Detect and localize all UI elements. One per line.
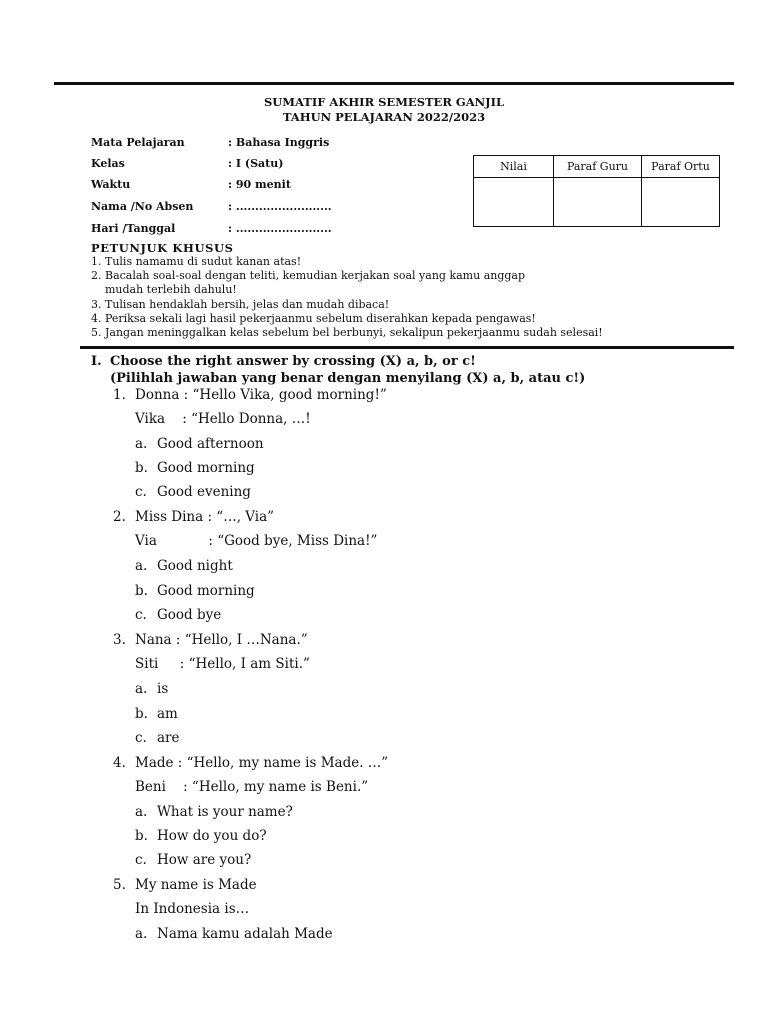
answer-option[interactable] [135, 926, 333, 942]
question-number: 3. [113, 632, 126, 648]
instruction-item: mudah terlebih dahulu! [91, 283, 237, 296]
info-label-subject: Mata Pelajaran [91, 136, 185, 149]
section-instruction: Choose the right answer by crossing (X) a, b, or c! [110, 354, 476, 369]
instructions-heading: PETUNJUK KHUSUS [91, 241, 234, 255]
instruction-item: 2. Bacalah soal-soal dengan teliti, kemudian kerjakan soal yang kamu anggap [91, 269, 526, 282]
answer-option[interactable] [135, 730, 180, 746]
option-text: How are you? [157, 852, 252, 868]
answer-option[interactable] [135, 828, 267, 844]
instruction-item: 5. Jangan meninggalkan kelas sebelum bel berbunyi, sekalipun pekerjaanmu sudah selesai! [91, 326, 603, 339]
option-text: Good bye [157, 607, 222, 623]
score-header-nilai: Nilai [474, 156, 554, 178]
question-2 [113, 509, 274, 525]
option-text: Good night [157, 558, 233, 574]
question-line: Siti : “Hello, I am Siti.” [135, 656, 310, 672]
answer-option[interactable] [135, 436, 264, 452]
section-divider [80, 346, 734, 349]
info-value-name[interactable]: : ......................... [228, 200, 332, 213]
option-letter: a. [135, 436, 148, 452]
option-letter: a. [135, 558, 148, 574]
question-line: Miss Dina : “…, Via” [135, 509, 275, 525]
answer-option[interactable] [135, 607, 221, 623]
question-number: 1. [113, 387, 126, 403]
top-rule [54, 82, 734, 85]
question-line: Donna : “Hello Vika, good morning!” [135, 387, 387, 403]
info-label-class: Kelas [91, 157, 125, 170]
question-line: Nana : “Hello, I …Nana.” [135, 632, 308, 648]
score-cell-paraf-ortu[interactable] [642, 178, 720, 227]
option-text: Good morning [157, 583, 255, 599]
option-text: How do you do? [157, 828, 267, 844]
question-4 [113, 755, 388, 771]
question-line: In Indonesia is… [135, 901, 250, 917]
info-label-time: Waktu [91, 178, 131, 191]
question-number: 5. [113, 877, 126, 893]
score-header-paraf-ortu: Paraf Ortu [642, 156, 720, 178]
info-value-time: : 90 menit [228, 178, 291, 191]
answer-option[interactable] [135, 852, 251, 868]
question-5 [113, 877, 257, 893]
option-letter: b. [135, 460, 148, 476]
question-line: My name is Made [135, 877, 257, 893]
answer-option[interactable] [135, 804, 293, 820]
option-letter: b. [135, 583, 148, 599]
option-text: are [157, 730, 180, 746]
score-cell-paraf-guru[interactable] [554, 178, 642, 227]
answer-option[interactable] [135, 460, 255, 476]
answer-option[interactable] [135, 558, 233, 574]
info-value-subject: : Bahasa Inggris [228, 136, 330, 149]
option-text: Good evening [157, 484, 251, 500]
info-value-class: : I (Satu) [228, 157, 284, 170]
question-line: Made : “Hello, my name is Made. …” [135, 755, 389, 771]
option-text: Nama kamu adalah Made [157, 926, 333, 942]
option-text: am [157, 706, 178, 722]
answer-option[interactable] [135, 583, 255, 599]
section-number: I. [91, 354, 102, 369]
option-letter: b. [135, 706, 148, 722]
score-header-paraf-guru: Paraf Guru [554, 156, 642, 178]
option-letter: c. [135, 607, 147, 623]
info-value-date[interactable]: : ......................... [228, 222, 332, 235]
instruction-item: 4. Periksa sekali lagi hasil pekerjaanmu sebelum diserahkan kepada pengawas! [91, 312, 536, 325]
exam-title: SUMATIF AKHIR SEMESTER GANJIL [263, 95, 505, 109]
option-letter: c. [135, 484, 147, 500]
option-text: Good afternoon [157, 436, 264, 452]
option-letter: a. [135, 926, 148, 942]
instruction-item: 3. Tulisan hendaklah bersih, jelas dan mudah dibaca! [91, 298, 390, 311]
option-letter: a. [135, 804, 148, 820]
option-letter: c. [135, 730, 147, 746]
question-3 [113, 632, 308, 648]
exam-subtitle: TAHUN PELAJARAN 2022/2023 [282, 110, 486, 124]
instruction-item: 1. Tulis namamu di sudut kanan atas! [91, 255, 302, 268]
option-letter: c. [135, 852, 147, 868]
question-number: 2. [113, 509, 126, 525]
question-line: Via : “Good bye, Miss Dina!” [135, 533, 378, 549]
option-text: What is your name? [157, 804, 293, 820]
option-letter: a. [135, 681, 148, 697]
question-1 [113, 387, 387, 403]
option-text: is [157, 681, 169, 697]
answer-option[interactable] [135, 681, 168, 697]
option-text: Good morning [157, 460, 255, 476]
answer-option[interactable] [135, 706, 178, 722]
section-instruction-translation: (Pilihlah jawaban yang benar dengan menyilang (X) a, b, atau c!) [110, 371, 586, 386]
option-letter: b. [135, 828, 148, 844]
score-table [473, 155, 720, 227]
info-label-date: Hari /Tanggal [91, 222, 176, 235]
question-line: Vika : “Hello Donna, …! [135, 411, 311, 427]
question-line: Beni : “Hello, my name is Beni.” [135, 779, 369, 795]
score-cell-nilai[interactable] [474, 178, 554, 227]
answer-option[interactable] [135, 484, 251, 500]
info-label-name: Nama /No Absen [91, 200, 194, 213]
question-number: 4. [113, 755, 126, 771]
